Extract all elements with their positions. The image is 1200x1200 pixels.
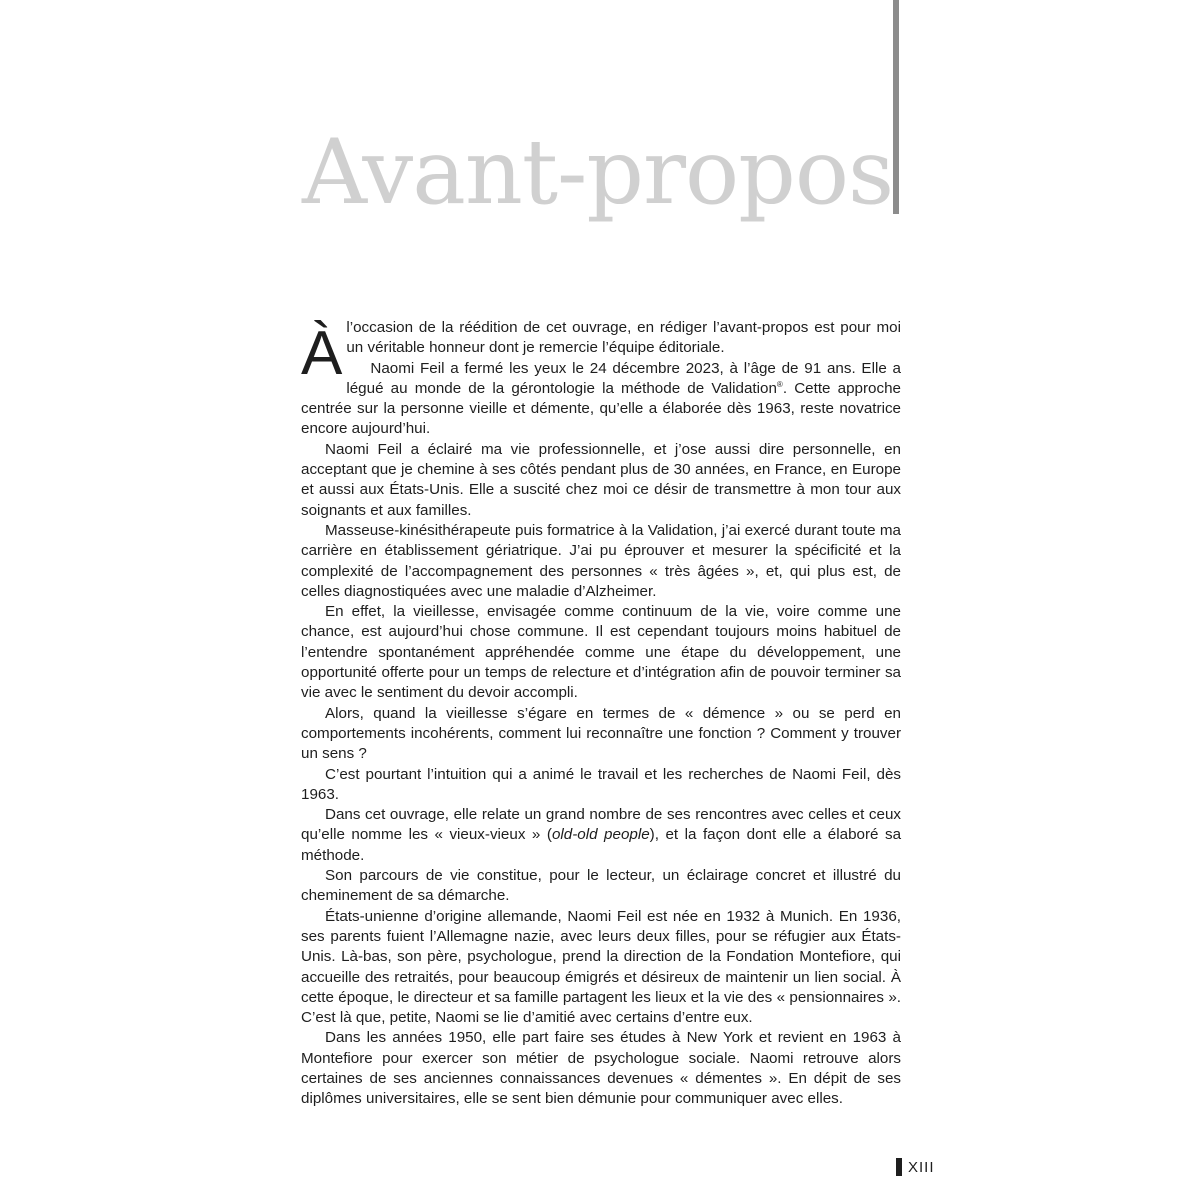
paragraph: Dans cet ouvrage, elle relate un grand nombre de ses rencontres avec celles et ceux qu’elle nomme les « vieux-vieux » (old-old people), et la façon dont elle a élaboré sa méthode. (301, 806, 902, 864)
paragraph: Naomi Feil a éclairé ma vie professionnelle, et j’ose aussi dire personnelle, en acceptant que je chemine à ses côtés pendant plus de 30 années, en France, en Europe et aussi aux États-Unis. Elle a suscité chez moi ce désir de transmettre à mon tour aux soignants et aux familles. (301, 440, 901, 519)
chapter-title: Avant-propos (302, 120, 894, 225)
body-text (301, 318, 901, 1110)
page-folio (896, 1156, 935, 1178)
paragraph: Naomi Feil a fermé les yeux le 24 décembre 2023, à l’âge de 91 ans. Elle a légué au monde de la gérontologie la méthode de Validation®. Cette approche centrée sur la personne vieille et démente, qu’elle a élaborée dès 1963, reste novatrice encore aujourd’hui. (301, 359, 901, 438)
italic-term: old-old people (551, 826, 650, 844)
paragraph: Masseuse-kinésithérapeute puis formatrice à la Validation, j’ai exercé durant toute ma carrière en établissement gériatrique. J’ai pu éprouver et mesurer la spécificité et la complexité de l’accompagnement des personnes « très âgées », et, qui plus est, de celles diagnostiquées avec une maladie d’Alzheimer. (301, 521, 901, 600)
paragraph: Dans les années 1950, elle part faire ses études à New York et revient en 1963 à Montefiore pour exercer son métier de psychologue sociale. Naomi retrouve alors certaines de ses anciennes connaissances devenues « démentes ». En dépit de ses diplômes universitaires, elle se sent bien démunie pour communiquer avec elles. (301, 1029, 901, 1108)
drop-cap: À (301, 319, 343, 388)
paragraph: Alors, quand la vieillesse s’égare en termes de « démence » ou se perd en comportements incohérents, comment lui reconnaître une fonction ? Comment y trouver un sens ? (301, 704, 901, 763)
paragraph: Àl’occasion de la réédition de cet ouvrage, en rédiger l’avant-propos est pour moi un véritable honneur dont je remercie l’équipe éditoriale. (301, 319, 901, 388)
paragraph: En effet, la vieillesse, envisagée comme continuum de la vie, voire comme une chance, est aujourd’hui chose commune. Il est cependant toujours moins habituel de l’entendre spontanément appréhendée comme une étape du développement, une opportunité offerte pour un temps de relecture et d’intégration afin de pouvoir terminer sa vie avec le sentiment du devoir accompli. (301, 603, 901, 702)
paragraph: C’est pourtant l’intuition qui a animé le travail et les recherches de Naomi Feil, dès 1963. (301, 765, 901, 803)
paragraph: Son parcours de vie constitue, pour le lecteur, un éclairage concret et illustré du cheminement de sa démarche. (301, 867, 901, 905)
folio-marker-bar (896, 1158, 902, 1176)
title-vertical-rule (893, 0, 899, 214)
paragraph: États-unienne d’origine allemande, Naomi Feil est née en 1932 à Munich. En 1936, ses parents fuient l’Allemagne nazie, avec leurs deux filles, pour se réfugier aux États-Unis. Là-bas, son père, psychologue, prend la direction de la Fondation Montefiore, qui accueille des retraités, pour beaucoup émigrés et désireux de maintenir un lien social. À cette époque, le directeur et sa famille partagent les lieux et la vie des « pensionnaires ». C’est là que, petite, Naomi se lie d’amitié avec certains d’entre eux. (301, 907, 901, 1027)
registered-mark: ® (776, 379, 783, 389)
page-number: XIII (908, 1158, 935, 1176)
